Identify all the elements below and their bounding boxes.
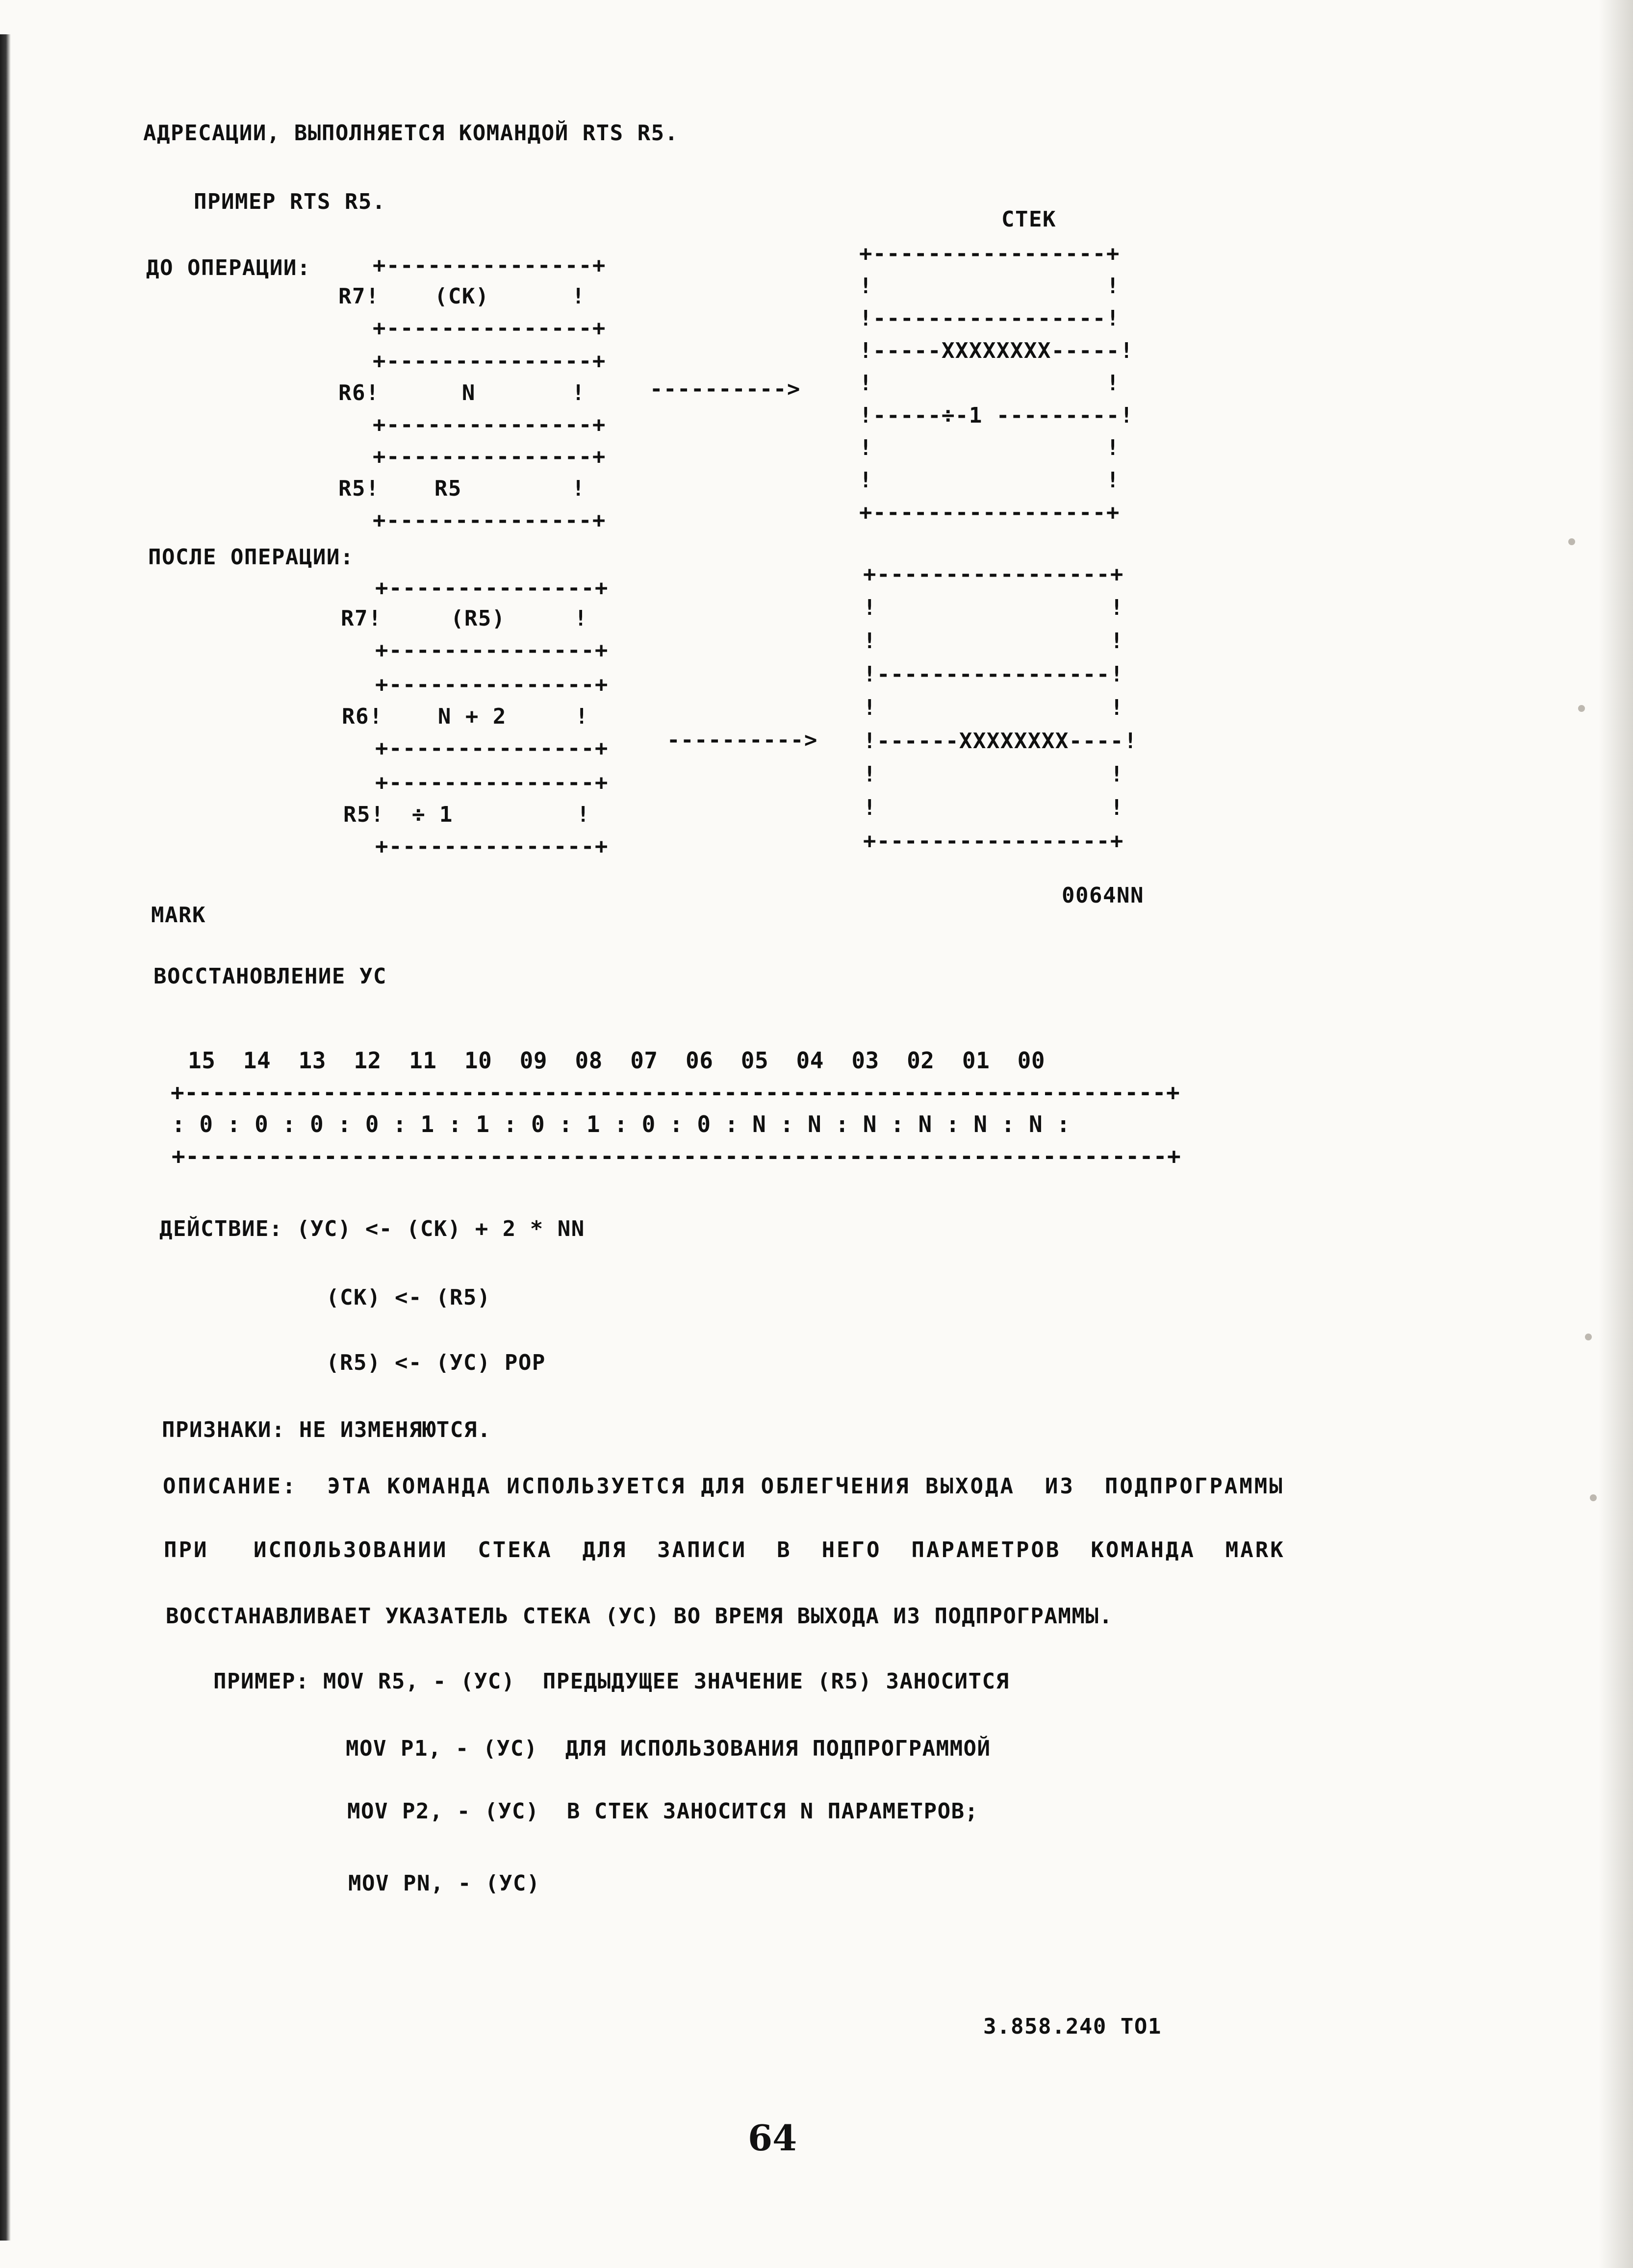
mark-name: ВОССТАНОВЛЕНИЕ УС [153,964,387,989]
paper-mark [1585,1334,1592,1340]
after-register-r5: R5! ÷ 1 ! [343,802,590,827]
stack-after-blank: ! ! [863,595,1124,620]
stack-after-xxx: !------XXXXXXXX----! [863,729,1138,754]
before-register-border: +---------------+ [373,444,606,469]
stack-after-blank: ! ! [863,795,1124,820]
before-register-border: +---------------+ [373,412,606,437]
before-register-border: +---------------+ [373,508,606,533]
stack-before-minus-one: !-----÷-1 ---------! [859,403,1134,428]
flags-line: ПРИЗНАКИ: НЕ ИЗМЕНЯЮТСЯ. [162,1417,491,1442]
after-register-r7: R7! (R5) ! [341,606,588,631]
example-line-2: MOV P1, - (УС) ДЛЯ ИСПОЛЬЗОВАНИЯ ПОДПРОГРАММОЙ [346,1736,991,1761]
bit-number-row: 15 14 13 12 11 10 09 08 07 06 05 04 03 02 01 00 [188,1047,1046,1074]
action-line-3: (R5) <- (УС) POP [326,1350,546,1375]
action-line-2: (СК) <- (R5) [326,1285,491,1310]
stack-after-divider: !-----------------! [863,662,1124,687]
mark-mnemonic: MARK [151,903,206,928]
example-line-1: ПРИМЕР: MOV R5, - (УС) ПРЕДЫДУЩЕЕ ЗНАЧЕНИЕ (R5) ЗАНОСИТСЯ [213,1669,1010,1694]
page-edge-shadow [1599,0,1633,2268]
stack-before-blank: ! ! [859,371,1120,396]
before-register-r7: R7! (СК) ! [338,284,586,309]
bit-value-row: : 0 : 0 : 0 : 0 : 1 : 1 : 0 : 1 : 0 : 0 : N : N : N : N : N : N : [172,1111,1071,1137]
document-code: 3.858.240 ТО1 [983,2014,1162,2039]
before-register-r5: R5! R5 ! [338,476,586,501]
after-register-border: +---------------+ [375,576,609,601]
stack-before-blank: ! ! [859,435,1120,460]
after-operation-label: ПОСЛЕ ОПЕРАЦИИ: [148,545,354,570]
before-operation-label: ДО ОПЕРАЦИИ: [146,255,311,280]
stack-before-divider: !-----------------! [859,306,1120,331]
stack-title: СТЕК [1001,207,1056,232]
before-arrow: ----------> [650,377,801,402]
stack-after-border: +-----------------+ [863,562,1124,587]
before-register-border: +---------------+ [373,253,606,278]
after-register-border: +---------------+ [375,672,609,697]
before-register-border: +---------------+ [373,349,606,374]
description-line-2: ПРИ ИСПОЛЬЗОВАНИИ СТЕКА ДЛЯ ЗАПИСИ В НЕГО ПАРАМЕТРОВ КОМАНДА MARK [164,1537,1285,1562]
paper-mark [1568,538,1575,545]
after-register-r6: R6! N + 2 ! [342,704,589,729]
stack-after-blank: ! ! [863,762,1124,787]
bit-table-bottom-border: +-----------------------------------------------------------------------+ [172,1143,1181,1169]
stack-before-border: +-----------------+ [859,241,1120,266]
mark-code: 0064NN [1062,883,1144,908]
after-register-border: +---------------+ [375,638,609,663]
before-register-border: +---------------+ [373,316,606,341]
stack-before-blank: ! ! [859,468,1120,493]
stack-after-border: +-----------------+ [863,829,1124,854]
after-register-border: +---------------+ [375,736,609,761]
after-arrow: ----------> [667,728,818,753]
stack-before-border: +-----------------+ [859,500,1120,525]
action-line-1: ДЕЙСТВИЕ: (УС) <- (СК) + 2 * NN [159,1216,585,1241]
paper-mark [1578,705,1585,712]
stack-after-blank: ! ! [863,629,1124,654]
addressing-line: АДРЕСАЦИИ, ВЫПОЛНЯЕТСЯ КОМАНДОЙ RTS R5. [143,121,679,146]
page-number: 64 [748,2117,797,2159]
stack-before-xxx: !-----XXXXXXXX-----! [859,338,1134,363]
after-register-border: +---------------+ [375,770,609,795]
before-register-r6: R6! N ! [338,380,586,405]
binding-edge [0,34,11,2241]
description-line-3: ВОССТАНАВЛИВАЕТ УКАЗАТЕЛЬ СТЕКА (УС) ВО ВРЕМЯ ВЫХОДА ИЗ ПОДПРОГРАММЫ. [166,1604,1113,1629]
description-line-1: ОПИСАНИЕ: ЭТА КОМАНДА ИСПОЛЬЗУЕТСЯ ДЛЯ ОБЛЕГЧЕНИЯ ВЫХОДА ИЗ ПОДПРОГРАММЫ [163,1474,1284,1499]
paper-mark [1590,1494,1597,1501]
after-register-border: +---------------+ [375,834,609,859]
stack-before-blank: ! ! [859,274,1120,299]
example-line-3: MOV P2, - (УС) В СТЕК ЗАНОСИТСЯ N ПАРАМЕТРОВ; [347,1799,979,1824]
example-line-4: MOV PN, - (УС) [348,1871,540,1896]
stack-after-blank: ! ! [863,695,1124,720]
rts-example-title: ПРИМЕР RTS R5. [194,189,386,214]
bit-table-top-border: +-----------------------------------------------------------------------+ [171,1079,1180,1106]
